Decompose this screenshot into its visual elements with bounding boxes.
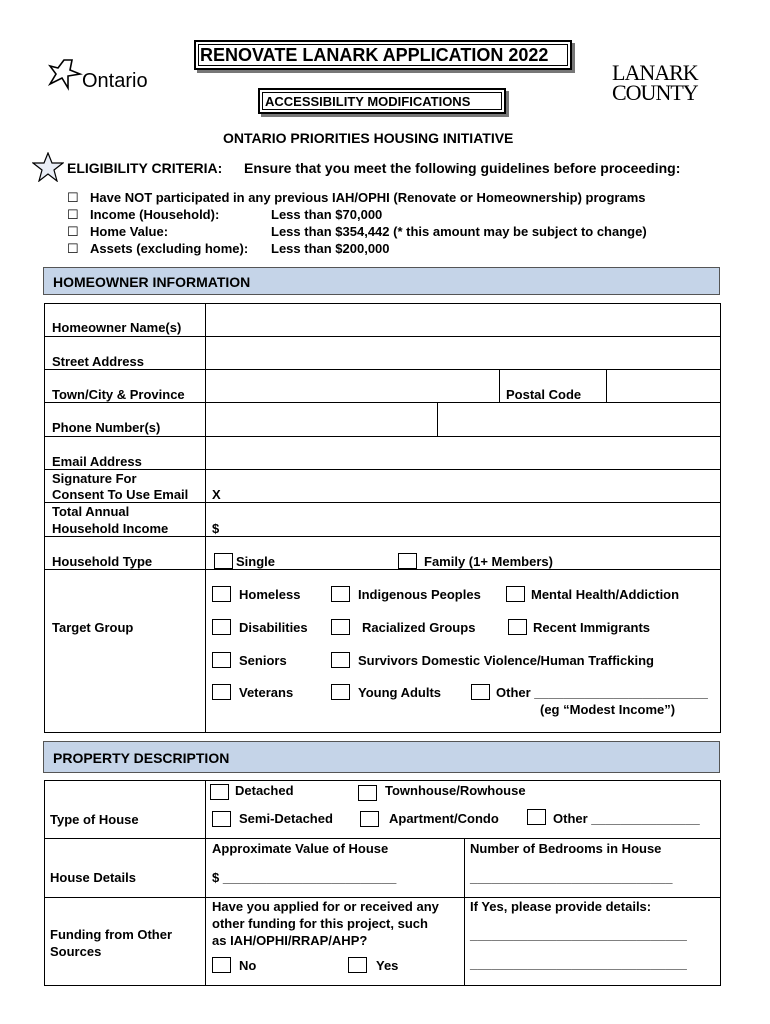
homeowner-section-header — [43, 267, 720, 295]
target-young-adults-checkbox[interactable] — [331, 684, 350, 700]
signature-label-1: Signature For — [52, 471, 137, 486]
eligibility-checkbox-3[interactable]: ☐ — [67, 224, 79, 239]
eligibility-checkbox-4[interactable]: ☐ — [67, 241, 79, 256]
target-indigenous-label: Indigenous Peoples — [358, 587, 481, 602]
email-address-field[interactable] — [207, 438, 719, 468]
household-type-label: Household Type — [52, 554, 153, 569]
target-young-adults-label: Young Adults — [358, 685, 442, 700]
eligibility-value-3: Less than $354,442 (* this amount may be subject to change) — [271, 224, 647, 239]
homeowner-name-field[interactable] — [207, 305, 719, 335]
target-mental-health-label: Mental Health/Addiction — [531, 587, 680, 602]
property-section-header — [43, 741, 720, 773]
target-recent-immigrants-checkbox[interactable] — [508, 619, 527, 635]
town-city-label: Town/City & Province — [52, 387, 185, 402]
funding-no-checkbox[interactable] — [212, 957, 231, 973]
household-family-checkbox[interactable] — [398, 553, 417, 569]
property-section-title: PROPERTY DESCRIPTION — [53, 750, 230, 766]
household-family-label: Family (1+ Members) — [424, 554, 553, 569]
funding-details-prompt: If Yes, please provide details: — [470, 899, 652, 914]
star-icon — [32, 152, 64, 182]
target-racialized-checkbox[interactable] — [331, 619, 350, 635]
target-survivors-checkbox[interactable] — [331, 652, 350, 668]
target-other-field[interactable]: Other ________________________ — [496, 685, 708, 700]
lanark-county-logo — [610, 60, 720, 106]
eligibility-item-4: Assets (excluding home): — [90, 241, 249, 256]
application-subtitle — [258, 88, 506, 114]
target-veterans-label: Veterans — [239, 685, 294, 700]
homeowner-name-label: Homeowner Name(s) — [52, 320, 182, 335]
email-address-label: Email Address — [52, 454, 142, 469]
type-other-checkbox[interactable] — [527, 809, 546, 825]
approx-value-label: Approximate Value of House — [212, 841, 389, 856]
income-label-1: Total Annual — [52, 504, 130, 519]
eligibility-item-3: Home Value: — [90, 224, 169, 239]
house-details-label: House Details — [50, 870, 136, 885]
eligibility-label: ELIGIBILITY CRITERIA: — [67, 160, 223, 176]
target-recent-immigrants-label: Recent Immigrants — [533, 620, 651, 635]
county-logo-line1: LANARK — [612, 60, 698, 85]
target-other-checkbox[interactable] — [471, 684, 490, 700]
target-disabilities-checkbox[interactable] — [212, 619, 231, 635]
application-title-text: RENOVATE LANARK APPLICATION 2022 — [200, 45, 549, 65]
application-subtitle-text: ACCESSIBILITY MODIFICATIONS — [265, 94, 471, 109]
street-address-field[interactable] — [207, 338, 719, 368]
signature-field[interactable]: X — [212, 487, 221, 502]
type-apartment-label: Apartment/Condo — [389, 811, 499, 826]
target-seniors-checkbox[interactable] — [212, 652, 231, 668]
target-homeless-label: Homeless — [239, 587, 301, 602]
type-townhouse-checkbox[interactable] — [358, 785, 377, 801]
phone-number-field-2[interactable] — [439, 404, 719, 434]
funding-yes-checkbox[interactable] — [348, 957, 367, 973]
funding-label-1: Funding from Other — [50, 927, 173, 942]
application-title — [194, 40, 572, 70]
target-racialized-label: Racialized Groups — [362, 620, 476, 635]
target-other-example: (eg “Modest Income”) — [540, 702, 676, 717]
eligibility-checkbox-2[interactable]: ☐ — [67, 207, 79, 222]
postal-code-field[interactable] — [608, 371, 719, 401]
target-mental-health-checkbox[interactable] — [506, 586, 525, 602]
county-logo-line2: COUNTY — [612, 80, 698, 105]
funding-no-label: No — [239, 958, 257, 973]
funding-question-2: other funding for this project, such — [212, 916, 428, 931]
target-seniors-label: Seniors — [239, 653, 287, 668]
signature-label-2: Consent To Use Email — [52, 487, 189, 502]
household-single-label: Single — [236, 554, 276, 569]
approx-value-field[interactable]: $ ________________________ — [212, 870, 397, 885]
income-label-2: Household Income — [52, 521, 169, 536]
street-address-label: Street Address — [52, 354, 144, 369]
phone-number-label: Phone Number(s) — [52, 420, 161, 435]
initiative-heading: ONTARIO PRIORITIES HOUSING INITIATIVE — [223, 130, 514, 146]
eligibility-text: Ensure that you meet the following guidelines before proceeding: — [244, 160, 681, 176]
target-homeless-checkbox[interactable] — [212, 586, 231, 602]
eligibility-value-2: Less than $70,000 — [271, 207, 383, 222]
eligibility-value-4: Less than $200,000 — [271, 241, 390, 256]
type-other-field[interactable]: Other _______________ — [553, 811, 700, 826]
funding-label-2: Sources — [50, 944, 102, 959]
funding-question-1: Have you applied for or received any — [212, 899, 439, 914]
town-city-field[interactable] — [207, 371, 497, 401]
funding-question-3: as IAH/OPHI/RRAP/AHP? — [212, 933, 368, 948]
trillium-icon — [46, 56, 86, 92]
bedrooms-field[interactable]: ____________________________ — [470, 870, 673, 885]
type-detached-label: Detached — [235, 783, 294, 798]
target-group-label: Target Group — [52, 620, 134, 635]
ontario-logo — [46, 56, 156, 96]
type-of-house-label: Type of House — [50, 812, 139, 827]
type-semi-detached-checkbox[interactable] — [212, 811, 231, 827]
funding-details-line-2[interactable]: ______________________________ — [470, 956, 687, 971]
target-disabilities-label: Disabilities — [239, 620, 308, 635]
ontario-logo-text: Ontario — [82, 70, 148, 92]
income-field[interactable]: $ — [212, 521, 220, 536]
target-veterans-checkbox[interactable] — [212, 684, 231, 700]
target-survivors-label: Survivors Domestic Violence/Human Trafficking — [358, 653, 654, 668]
bedrooms-label: Number of Bedrooms in House — [470, 841, 662, 856]
eligibility-item-2: Income (Household): — [90, 207, 220, 222]
eligibility-checkbox-1[interactable]: ☐ — [67, 190, 79, 205]
type-semi-detached-label: Semi-Detached — [239, 811, 333, 826]
postal-code-label: Postal Code — [506, 387, 582, 402]
funding-details-line-1[interactable]: ______________________________ — [470, 927, 687, 942]
type-detached-checkbox[interactable] — [210, 784, 229, 800]
eligibility-item-1: Have NOT participated in any previous IAH/OPHI (Renovate or Homeownership) programs — [90, 190, 646, 205]
target-indigenous-checkbox[interactable] — [331, 586, 350, 602]
household-single-checkbox[interactable] — [214, 553, 233, 569]
phone-number-field-1[interactable] — [207, 404, 435, 434]
type-apartment-checkbox[interactable] — [360, 811, 379, 827]
type-townhouse-label: Townhouse/Rowhouse — [385, 783, 526, 798]
funding-yes-label: Yes — [376, 958, 399, 973]
homeowner-section-title: HOMEOWNER INFORMATION — [53, 274, 251, 290]
